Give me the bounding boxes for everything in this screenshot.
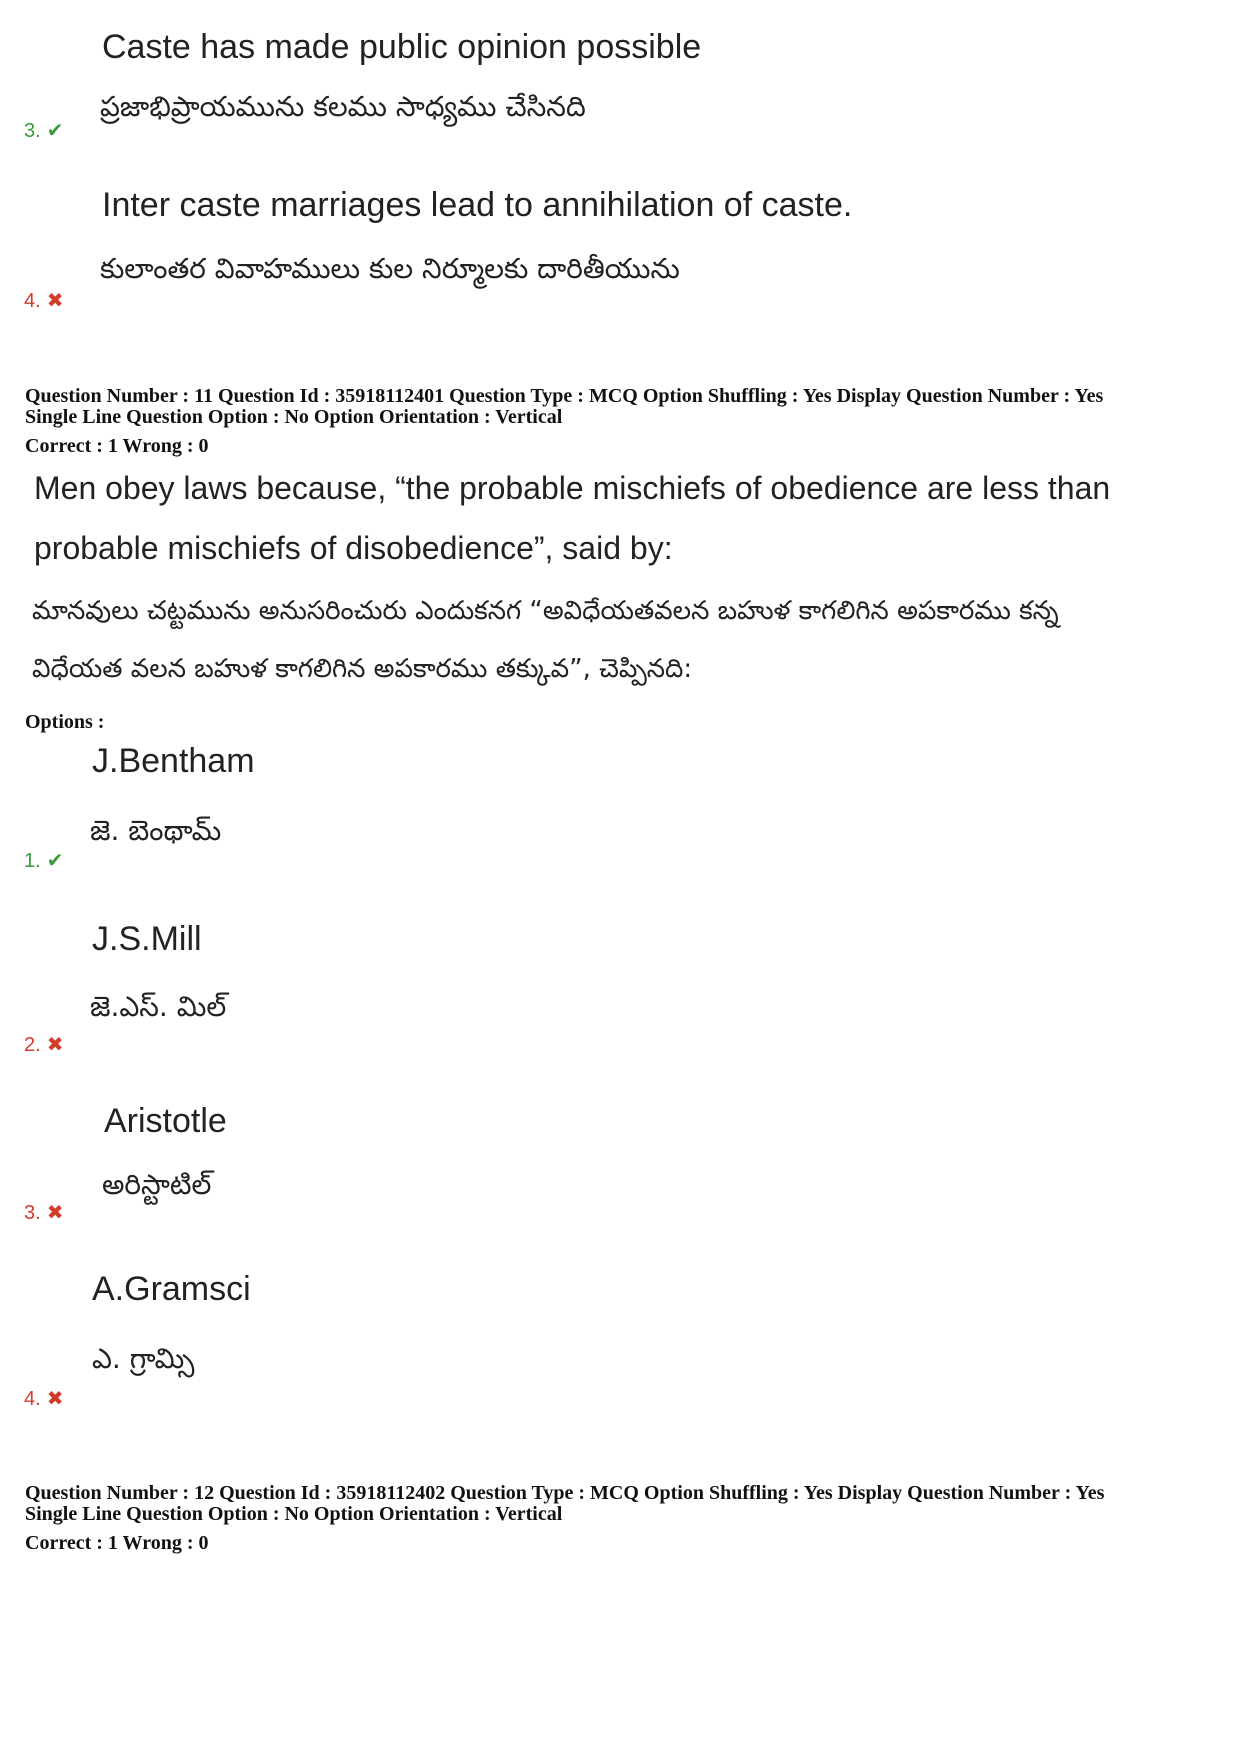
q11-option-2-telugu: జె.ఎస్. మిల్ — [90, 990, 227, 1023]
q11-option-3-telugu: అరిస్టాటిల్ — [102, 1168, 212, 1201]
wrong-cross-icon: ✖ — [46, 1388, 64, 1410]
q11-option-1-marker — [24, 848, 63, 873]
wrong-cross-icon: ✖ — [46, 1034, 64, 1056]
q11-text-en-line2: probable mischiefs of disobedience”, said by: — [34, 530, 673, 566]
q12-meta-line2: Single Line Question Option : No Option Orientation : Vertical — [25, 1503, 563, 1525]
q11-text-te-line2: విధేయత వలన బహుళ కాగలిగిన అపకారము తక్కువ”, చెప్పినది: — [32, 654, 693, 684]
prev-option-3-english: Caste has made public opinion possible — [102, 28, 702, 66]
q11-option-1-telugu: జె. బెంథామ్ — [90, 814, 222, 847]
q11-meta-line1: Question Number : 11 Question Id : 35918112401 Question Type : MCQ Option Shuffling : Yes Display Question Number : Yes — [25, 385, 1104, 407]
q11-options-label: Options : — [25, 711, 105, 733]
q11-text-te-line1: మానవులు చట్టమును అనుసరించురు ఎందుకనగ “అవిధేయతవలన బహుళ కాగలిగిన అపకారము కన్న — [32, 596, 1059, 626]
q12-marks: Correct : 1 Wrong : 0 — [25, 1532, 209, 1554]
q11-text-en-line1: Men obey laws because, “the probable mischiefs of obedience are less than — [34, 470, 1111, 506]
wrong-cross-icon: ✖ — [46, 1202, 64, 1224]
prev-option-3-telugu: ప్రజాభిప్రాయమును కలము సాధ్యము చేసినది — [100, 90, 586, 123]
q11-option-3-marker — [24, 1200, 63, 1225]
q12-meta-line1: Question Number : 12 Question Id : 35918112402 Question Type : MCQ Option Shuffling : Yes Display Question Number : Yes — [25, 1482, 1105, 1504]
prev-option-3-marker — [24, 118, 63, 143]
prev-option-4-telugu: కులాంతర వివాహములు కుల నిర్మూలకు దారితీయును — [100, 252, 680, 285]
option-number: 3. — [24, 1202, 41, 1224]
correct-check-icon: ✔ — [46, 120, 64, 142]
option-number: 2. — [24, 1034, 41, 1056]
q11-option-4-marker — [24, 1386, 63, 1411]
q11-option-1-english: J.Bentham — [92, 742, 255, 780]
option-number: 3. — [24, 120, 41, 142]
prev-option-4-english: Inter caste marriages lead to annihilation of caste. — [102, 186, 853, 224]
option-number: 4. — [24, 1388, 41, 1410]
correct-check-icon: ✔ — [46, 850, 64, 872]
q11-meta-line2: Single Line Question Option : No Option Orientation : Vertical — [25, 406, 563, 428]
q11-option-2-english: J.S.Mill — [92, 920, 202, 958]
q11-option-3-english: Aristotle — [104, 1102, 227, 1140]
q11-option-2-marker — [24, 1032, 63, 1057]
q11-option-4-telugu: ఎ. గ్రామ్సి — [92, 1342, 195, 1375]
option-number: 4. — [24, 290, 41, 312]
prev-option-4-marker — [24, 288, 63, 313]
option-number: 1. — [24, 850, 41, 872]
wrong-cross-icon: ✖ — [46, 290, 64, 312]
q11-option-4-english: A.Gramsci — [92, 1270, 251, 1308]
q11-marks: Correct : 1 Wrong : 0 — [25, 435, 209, 457]
